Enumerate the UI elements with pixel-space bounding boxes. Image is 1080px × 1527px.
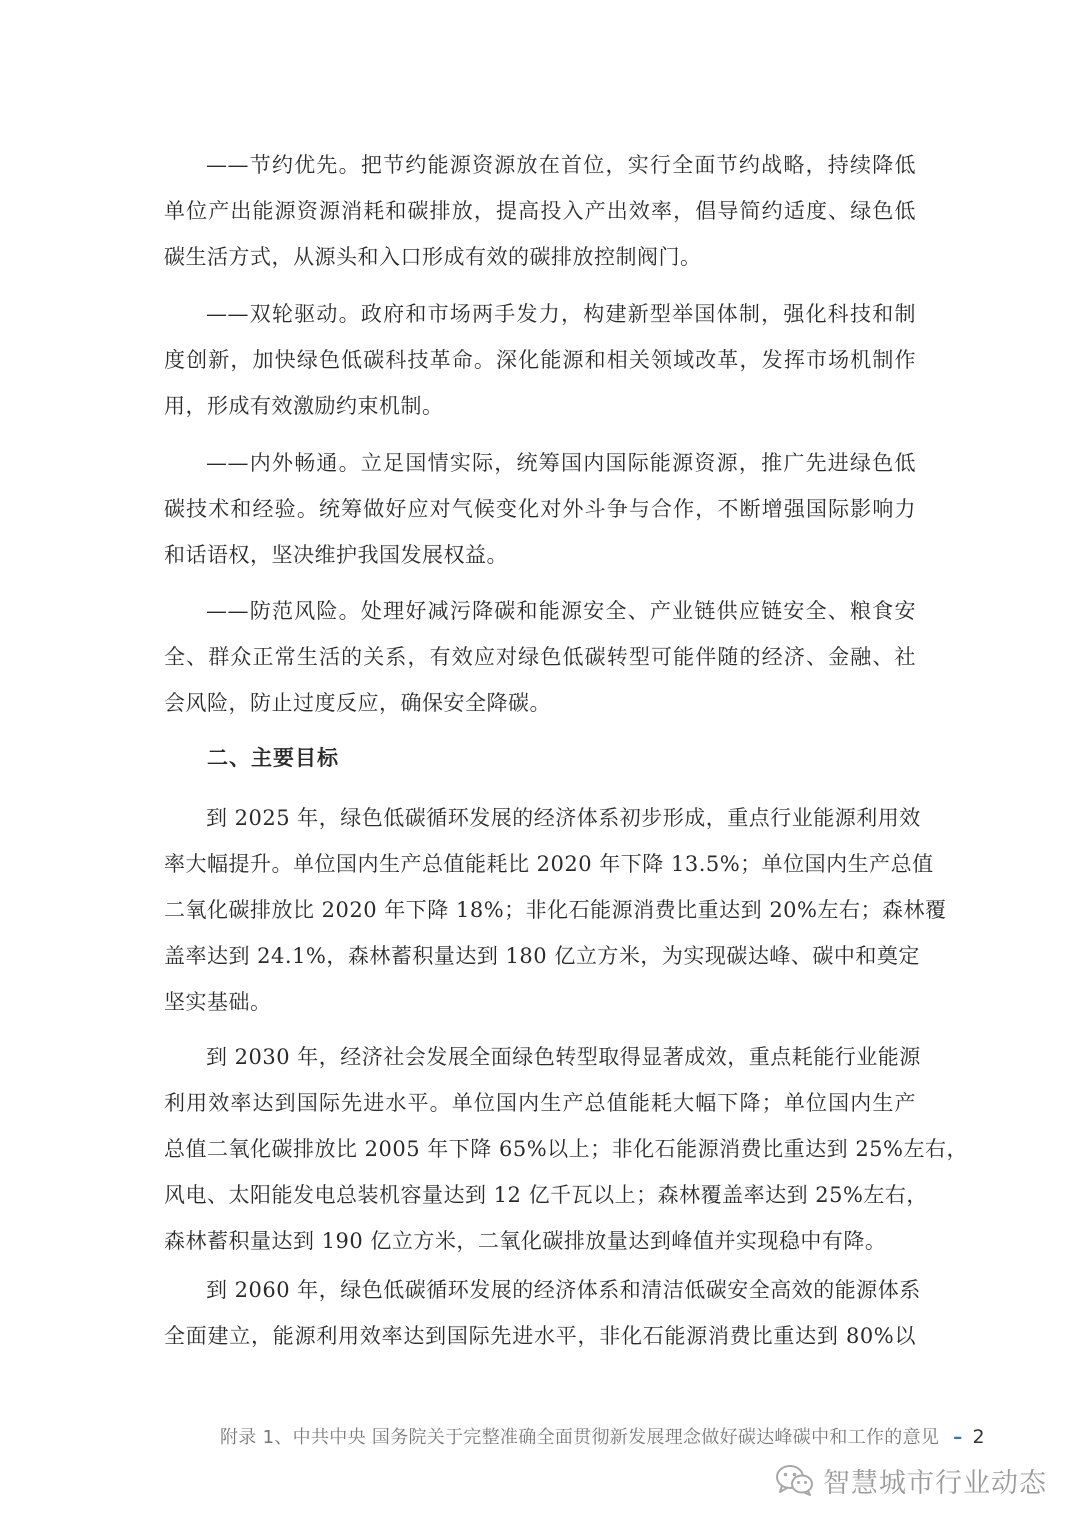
text-line: 率大幅提升。单位国内生产总值能耗比 2020 年下降 13.5%；单位国内生产总值 xyxy=(164,852,934,876)
text-line: 碳生活方式，从源头和入口形成有效的碳排放控制阀门。 xyxy=(164,245,702,269)
text-line: 全、群众正常生活的关系，有效应对绿色低碳转型可能伴随的经济、金融、社 xyxy=(164,645,916,669)
text-line: 到 2025 年，绿色低碳循环发展的经济体系初步形成，重点行业能源利用效 xyxy=(206,806,921,830)
text-line: 用，形成有效激励约束机制。 xyxy=(164,394,444,418)
page-footer xyxy=(220,1422,985,1453)
paragraph-saving-first xyxy=(164,142,916,280)
text-line: 到 2030 年，经济社会发展全面绿色转型取得显著成效，重点耗能行业能源 xyxy=(206,1045,921,1069)
text-line: ——防范风险。处理好减污降碳和能源安全、产业链供应链安全、粮食安 xyxy=(206,599,916,623)
footer-dash: – xyxy=(953,1427,963,1448)
paragraph-dual-drive xyxy=(164,291,916,429)
text-line: 森林蓄积量达到 190 亿立方米，二氧化碳排放量达到峰值并实现稳中有降。 xyxy=(164,1229,887,1253)
text-line: 风电、太阳能发电总装机容量达到 12 亿千瓦以上；森林覆盖率达到 25%左右， xyxy=(164,1183,928,1207)
text-line: 会风险，防止过度反应，确保安全降碳。 xyxy=(164,691,551,715)
paragraph-goal-2060 xyxy=(164,1267,921,1359)
paragraph-internal-external xyxy=(164,440,916,578)
text-line: 二氧化碳排放比 2020 年下降 18%；非化石能源消费比重达到 20%左右；森林覆 xyxy=(164,898,947,922)
text-line: 碳技术和经验。统筹做好应对气候变化对外斗争与合作，不断增强国际影响力 xyxy=(164,497,916,521)
page-number: 2 xyxy=(972,1426,985,1448)
text-line: 到 2060 年，绿色低碳循环发展的经济体系和清洁低碳安全高效的能源体系 xyxy=(206,1278,921,1302)
footer-title: 附录 1、中共中央 国务院关于完整准确全面贯彻新发展理念做好碳达峰碳中和工作的意见 xyxy=(220,1427,940,1448)
section-heading-main-goals: 二、主要目标 xyxy=(207,746,339,770)
text-line: 盖率达到 24.1%，森林蓄积量达到 180 亿立方米，为实现碳达峰、碳中和奠定 xyxy=(164,944,920,968)
paragraph-goal-2025 xyxy=(164,795,947,1025)
text-line: 总值二氧化碳排放比 2005 年下降 65%以上；非化石能源消费比重达到 25%左右， xyxy=(164,1137,968,1161)
text-line: 利用效率达到国际先进水平。单位国内生产总值能耗大幅下降；单位国内生产 xyxy=(164,1091,916,1115)
wechat-watermark xyxy=(775,1458,1047,1502)
text-line: ——节约优先。把节约能源资源放在首位，实行全面节约战略，持续降低 xyxy=(206,153,916,177)
text-line: 坚实基础。 xyxy=(164,990,272,1014)
wechat-icon xyxy=(775,1463,815,1497)
text-line: 全面建立，能源利用效率达到国际先进水平，非化石能源消费比重达到 80%以 xyxy=(164,1324,916,1348)
text-line: 度创新，加快绿色低碳科技革命。深化能源和相关领域改革，发挥市场机制作 xyxy=(164,348,916,372)
text-line: 和话语权，坚决维护我国发展权益。 xyxy=(164,543,508,567)
paragraph-goal-2030 xyxy=(164,1034,968,1264)
text-line: 单位产出能源资源消耗和碳排放，提高投入产出效率，倡导简约适度、绿色低 xyxy=(164,199,916,223)
paragraph-risk-prevention xyxy=(164,588,916,726)
text-line: ——双轮驱动。政府和市场两手发力，构建新型举国体制，强化科技和制 xyxy=(206,302,916,326)
text-line: ——内外畅通。立足国情实际，统筹国内国际能源资源，推广先进绿色低 xyxy=(206,451,916,475)
watermark-text: 智慧城市行业动态 xyxy=(823,1467,1047,1499)
